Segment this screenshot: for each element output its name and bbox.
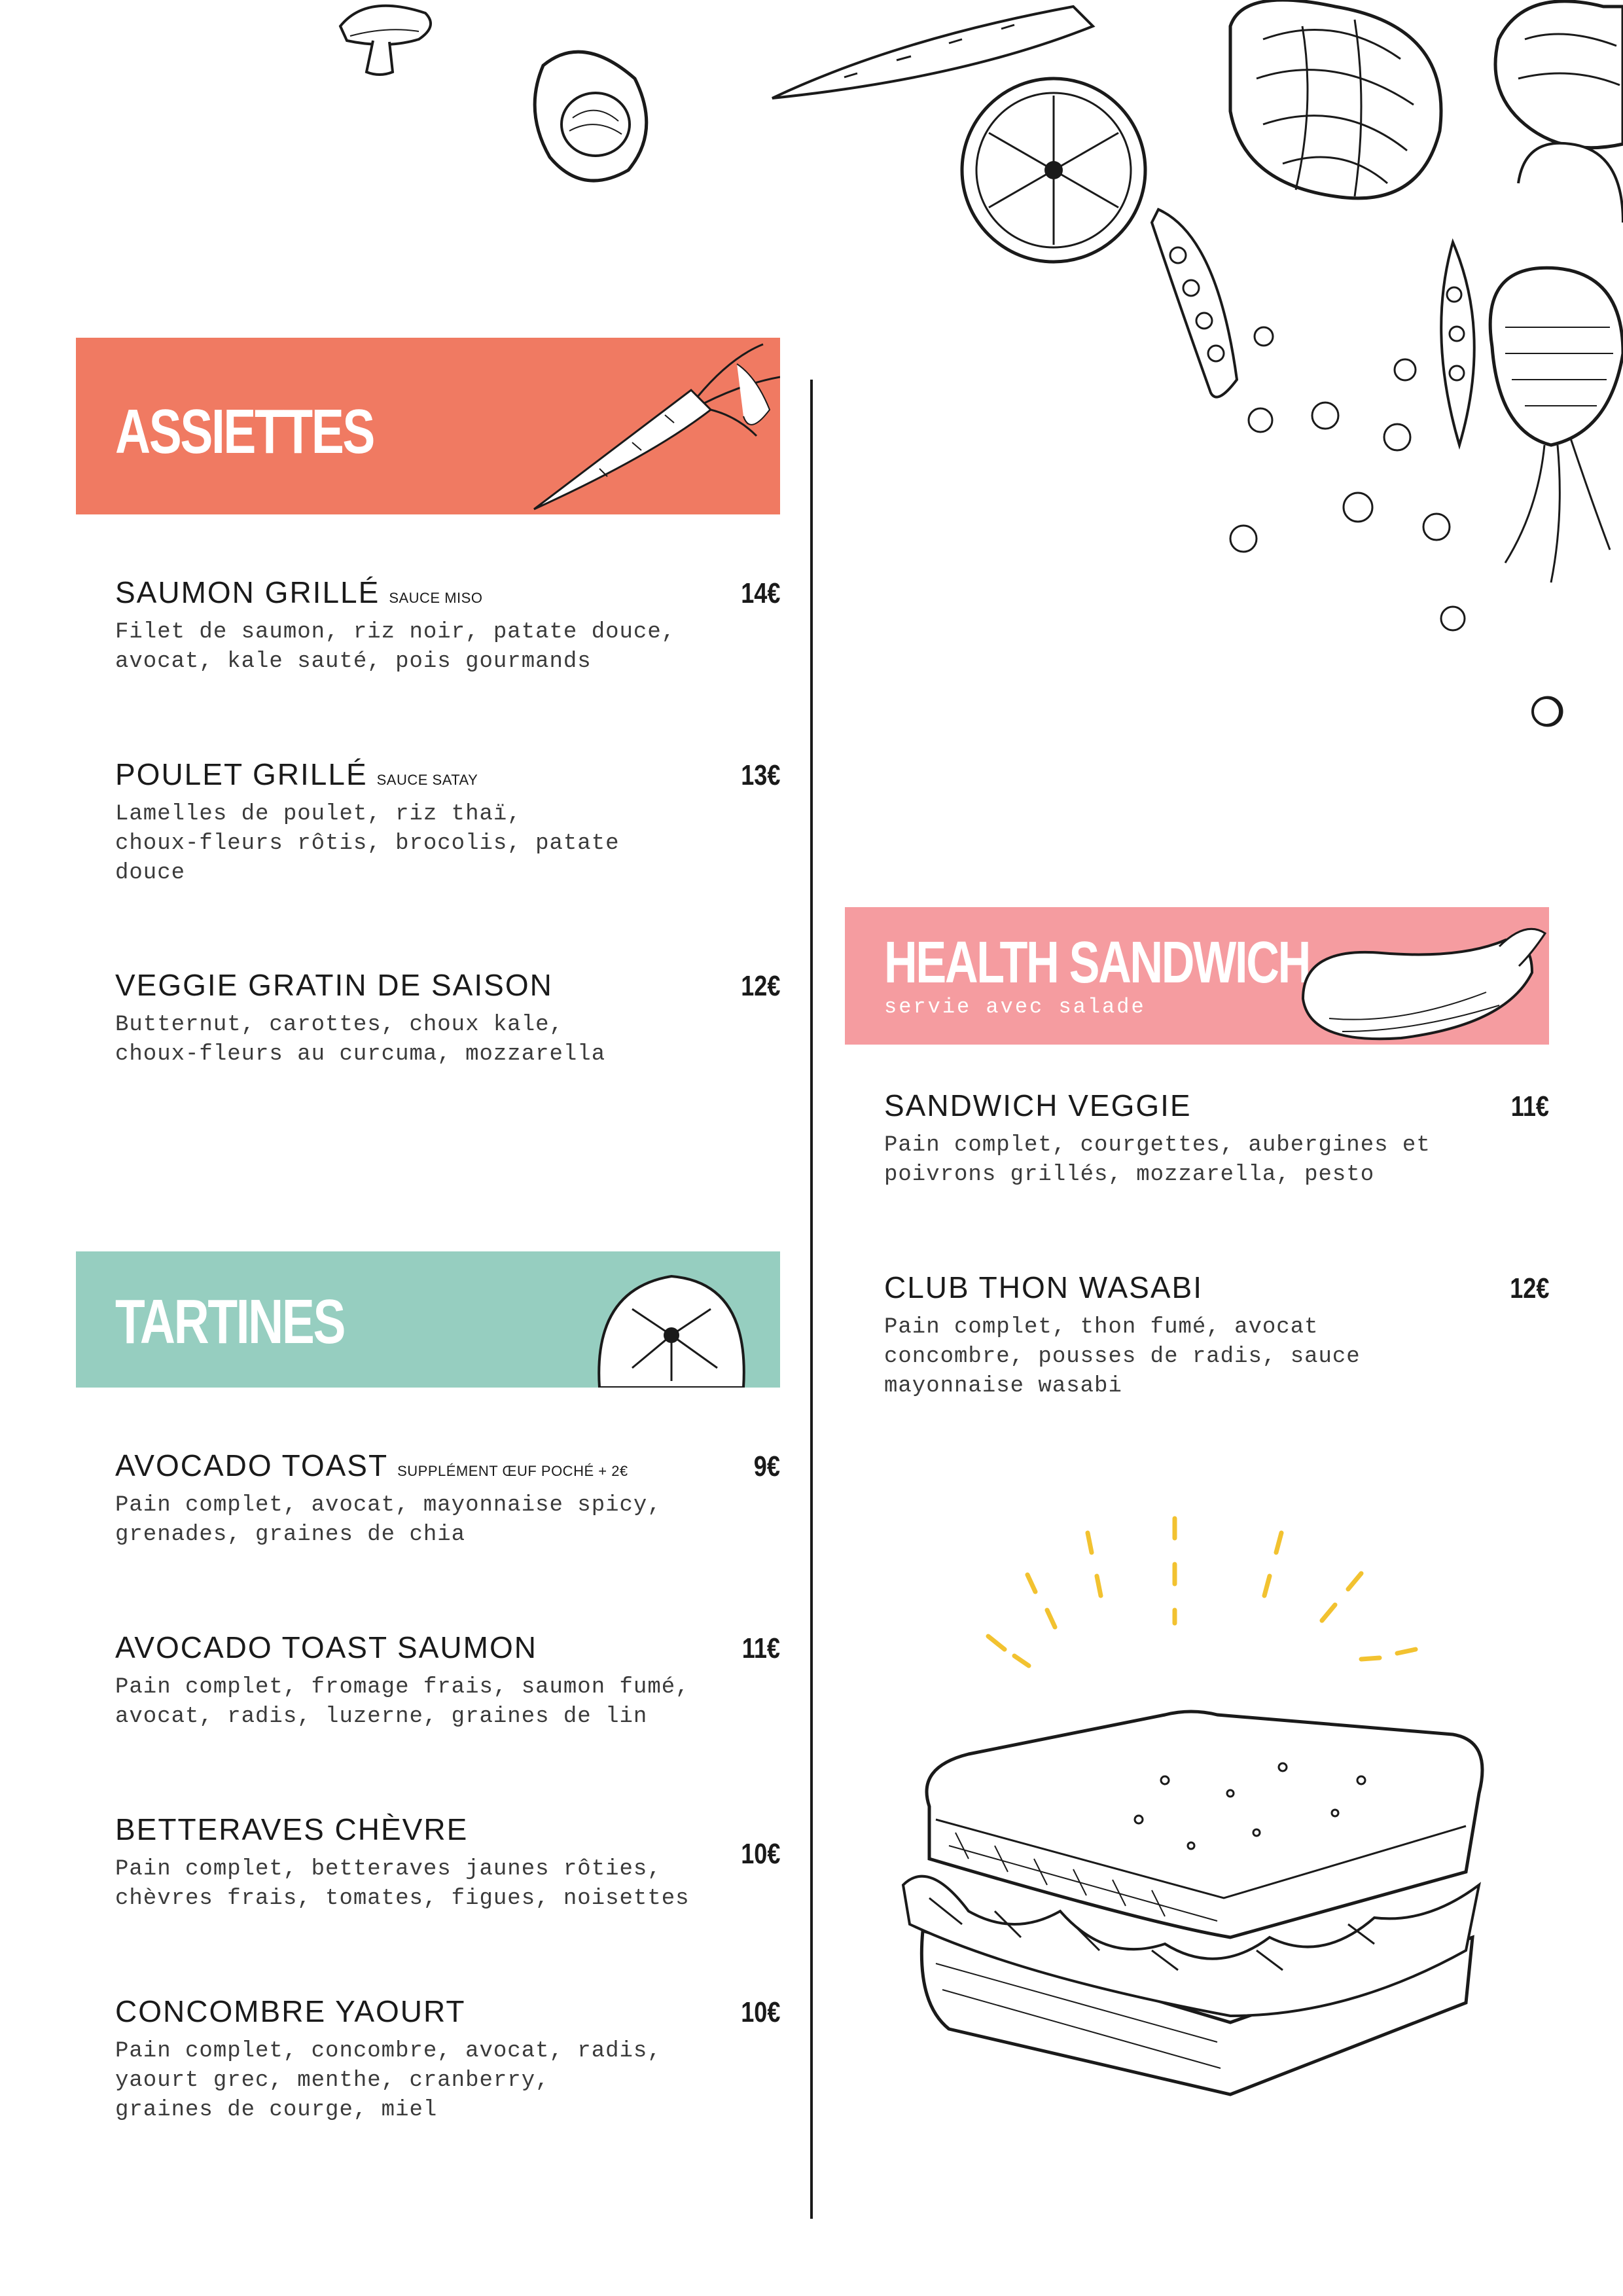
item-description: Pain complet, thon fumé, avocat concombre, pousses de radis, sauce mayonnaise wasabi	[884, 1315, 1361, 1399]
item-price: 9€	[753, 1450, 780, 1482]
menu-item	[884, 1270, 1549, 1401]
item-description: Pain complet, courgettes, aubergines et poivrons grillés, mozzarella, pesto	[884, 1133, 1431, 1187]
menu-item	[115, 575, 780, 677]
citrus-slice-icon	[955, 72, 1152, 268]
health-sandwich-header	[845, 907, 1549, 1045]
item-description: Butternut, carottes, choux kale, choux-fleurs au curcuma, mozzarella	[115, 1013, 606, 1067]
item-price: 10€	[740, 1838, 780, 1870]
menu-item	[115, 1630, 780, 1732]
item-note: SUPPLÉMENT ŒUF POCHÉ + 2€	[397, 1463, 628, 1479]
item-name: POULET GRILLÉ	[115, 757, 368, 791]
carrot-icon	[521, 338, 780, 514]
pea-pod-icon	[1217, 314, 1512, 733]
eggplant-icon	[1290, 920, 1545, 1045]
item-price: 12€	[1509, 1272, 1549, 1304]
sandwich-icon	[890, 1518, 1518, 2206]
item-name: CONCOMBRE YAOURT	[115, 1994, 466, 2028]
artichoke-icon	[1204, 0, 1492, 216]
menu-item	[884, 1088, 1549, 1190]
item-name: AVOCADO TOAST	[115, 1448, 389, 1482]
item-note: SAUCE SATAY	[376, 772, 478, 788]
item-name: SANDWICH VEGGIE	[884, 1088, 1192, 1122]
item-description: Pain complet, avocat, mayonnaise spicy, grenades, graines de chia	[115, 1493, 662, 1547]
tartines-header	[76, 1251, 780, 1388]
item-price: 10€	[740, 1996, 780, 2028]
item-description: Pain complet, betteraves jaunes rôties, chèvres frais, tomates, figues, noisettes	[115, 1857, 690, 1911]
item-price: 11€	[1510, 1090, 1549, 1122]
column-divider	[810, 380, 813, 2219]
assiettes-header	[76, 338, 780, 514]
menu-item	[115, 1994, 780, 2125]
item-note: SAUCE MISO	[389, 590, 483, 606]
pea-pod-icon	[1530, 695, 1563, 728]
apple-slice-icon	[593, 1270, 750, 1388]
menu-item	[115, 1812, 780, 1914]
mushroom-icon	[327, 0, 445, 85]
item-name: CLUB THON WASABI	[884, 1270, 1203, 1304]
item-name: SAUMON GRILLÉ	[115, 575, 380, 609]
item-name: VEGGIE GRATIN DE SAISON	[115, 968, 553, 1002]
menu-item	[115, 757, 780, 888]
item-name: BETTERAVES CHÈVRE	[115, 1812, 469, 1846]
item-description: Filet de saumon, riz noir, patate douce, avocat, kale sauté, pois gourmands	[115, 620, 676, 674]
item-price: 12€	[740, 970, 780, 1002]
menu-item	[115, 1448, 780, 1550]
menu-item	[115, 967, 780, 1069]
item-name: AVOCADO TOAST SAUMON	[115, 1630, 537, 1664]
item-price: 13€	[740, 759, 780, 791]
item-description: Pain complet, concombre, avocat, radis, yaourt grec, menthe, cranberry, graines de courge, miel	[115, 2039, 662, 2123]
health-sandwich-subtitle: servie avec salade	[884, 995, 1146, 1019]
item-description: Pain complet, fromage frais, saumon fumé, avocat, radis, luzerne, graines de lin	[115, 1675, 690, 1729]
health-sandwich-title: HEALTH SANDWICH	[884, 930, 1310, 996]
item-description: Lamelles de poulet, riz thaï, choux-fleurs rôtis, brocolis, patate douce	[115, 802, 620, 886]
tartines-title: TARTINES	[115, 1287, 345, 1357]
avocado-icon	[524, 39, 661, 190]
item-price: 14€	[740, 577, 780, 609]
item-price: 11€	[741, 1632, 780, 1664]
assiettes-title: ASSIETTES	[115, 397, 374, 467]
